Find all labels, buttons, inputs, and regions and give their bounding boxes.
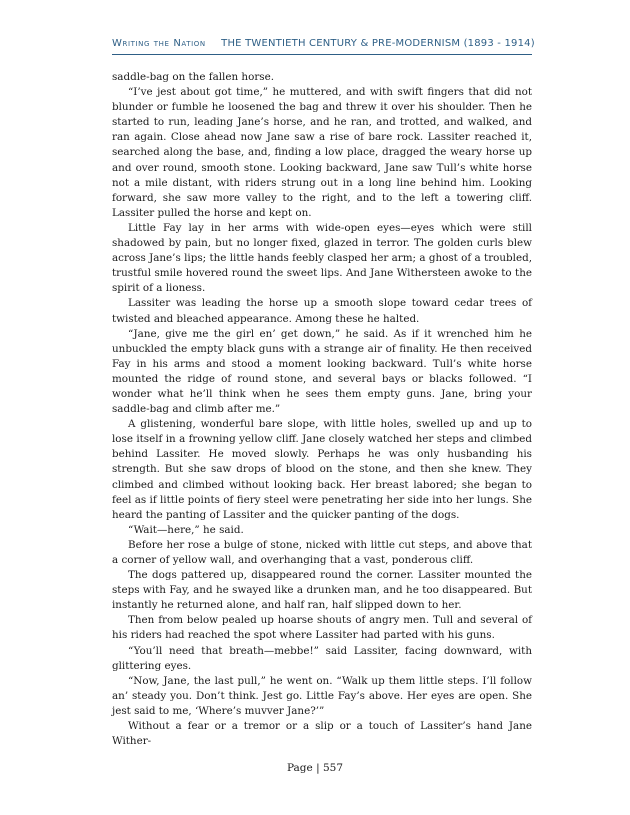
paragraph-8: Before her rose a bulge of stone, nicked with little cut steps, and above that a corner of yellow wall, and overhanging that a vast, ponderous cliff. xyxy=(112,538,532,566)
running-header xyxy=(112,38,535,49)
page-footer xyxy=(0,762,630,774)
paragraph-13: Without a fear or a tremor or a slip or a touch of Lassiter’s hand Jane Wither- xyxy=(112,720,532,748)
paragraph-12: “Now, Jane, the last pull,” he went on. “Walk up them little steps. I’ll follow an’ steady you. Don’t think. Jest go. Little Fay’s above. Her eyes are open. She jest said to me, ‘Where’s muvver Jane?’” xyxy=(112,674,532,717)
paragraph-9: The dogs pattered up, disappeared round the corner. Lassiter mounted the steps with Fay, and he swayed like a drunken man, and he too disappeared. But instantly he returned alone, and half ran, half slipped down to her. xyxy=(112,569,532,612)
header-section: Writing the Nation xyxy=(112,38,206,49)
page-number: 557 xyxy=(322,762,344,774)
paragraph-3: Little Fay lay in her arms with wide-open eyes—eyes which were still shadowed by pain, but no longer fixed, glazed in terror. The golden curls blew across Jane’s lips; the little hands feebly clasped her arm; a ghost of a troubled, trustful smile hovered round the sweet lips. And Jane Withersteen awoke to the spirit of a lioness. xyxy=(112,221,532,295)
paragraph-5: “Jane, give me the girl en’ get down,” he said. As if it wrenched him he unbuckled the empty black guns with a strange air of finality. He then received Fay in his arms and stood a moment looking backward. Tull’s white horse mounted the ridge of round stone, and several bays or blacks followed. “I wonder what he’ll think when he sees them empty guns. Jane, bring your saddle-bag and climb after me.” xyxy=(112,327,532,416)
footer-label: Page xyxy=(286,762,313,774)
paragraph-4: Lassiter was leading the horse up a smooth slope toward cedar trees of twisted and bleached appearance. Among these he halted. xyxy=(112,297,532,325)
paragraph-1: saddle-bag on the fallen horse. xyxy=(112,71,274,83)
paragraph-2: “I’ve jest about got time,” he muttered, and with swift fingers that did not blunder or fumble he loosened the bag and threw it over his shoulder. Then he started to run, leading Jane’s horse, and he ran, and trotted, and walked, and ran again. Close ahead now Jane saw a rise of bare rock. Lassiter reached it, searched along the base, and, finding a low place, dragged the weary horse up and over round, smooth stone. Looking backward, Jane saw Tull’s white horse not a mile distant, with riders strung out in a long line behind him. Looking forward, she saw more valley to the right, and to the left a towering cliff. Lassiter pulled the horse and kept on. xyxy=(112,86,532,219)
paragraph-11: “You’ll need that breath—mebbe!” said Lassiter, facing downward, with glittering eyes. xyxy=(112,644,532,672)
paragraph-6: A glistening, wonderful bare slope, with little holes, swelled up and up to lose itself in a frowning yellow cliff. Jane closely watched her steps and climbed behind Lassiter. He moved slowly. Perhaps he was only husbanding his strength. But she saw drops of blood on the stone, and then she knew. They climbed and climbed without looking back. Her breast labored; she began to feel as if little points of fiery steel were penetrating her side into her lungs. She heard the panting of Lassiter and the quicker panting of the dogs. xyxy=(112,418,532,521)
header-title: THE TWENTIETH CENTURY & PRE-MODERNISM (1893 - 1914) xyxy=(221,38,535,49)
header-rule xyxy=(112,54,532,55)
paragraph-10: Then from below pealed up hoarse shouts of angry men. Tull and several of his riders had reached the spot where Lassiter had parted with his guns. xyxy=(112,614,532,642)
footer-separator: | xyxy=(316,762,320,774)
paragraph-7: “Wait—here,” he said. xyxy=(128,523,244,536)
body-text xyxy=(112,70,532,749)
